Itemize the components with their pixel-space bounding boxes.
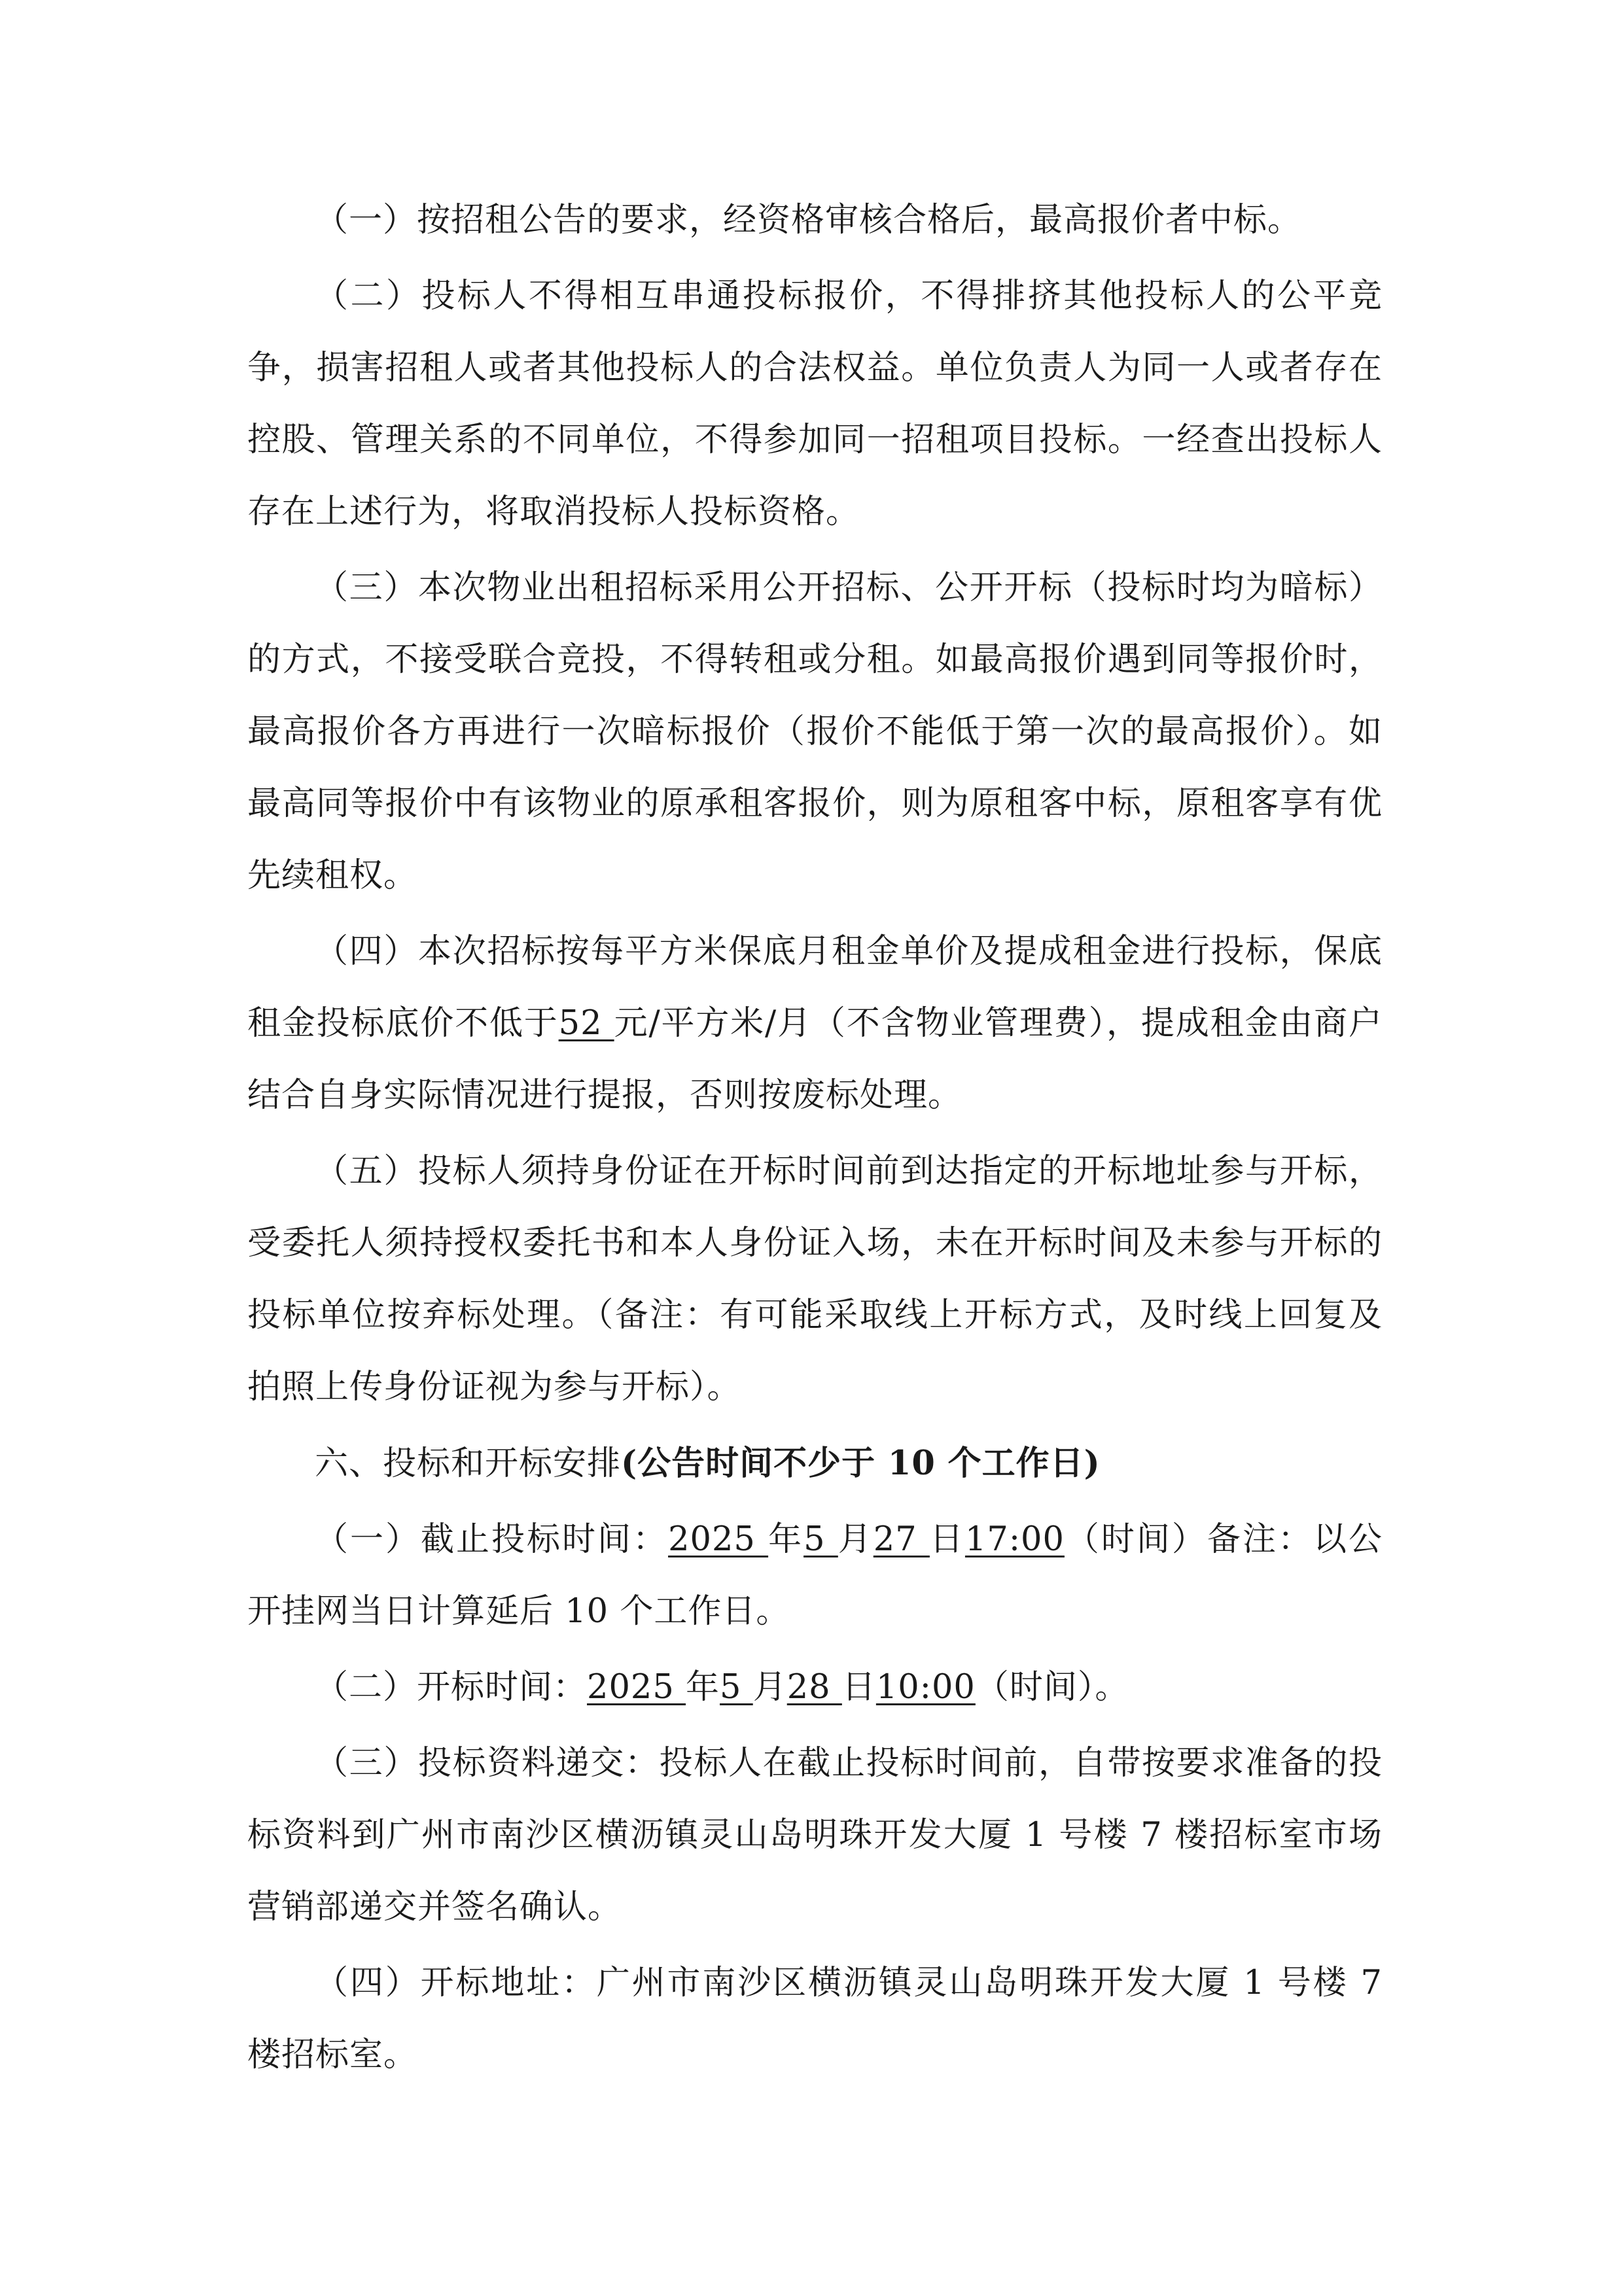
schedule-opening-address: （四）开标地址：广州市南沙区横沥镇灵山岛明珠开发大厦 1 号楼 7 楼招标室。: [247, 1964, 1383, 2074]
deadline-month: 5: [803, 1520, 838, 1559]
deadline-suffix: （时间）备注：以公开挂网当日计算延后 10 个工作日。: [247, 1520, 1383, 1631]
deadline-month-unit: 月: [838, 1520, 874, 1559]
min-rent-price: 52: [558, 1004, 614, 1043]
opening-day: 28: [786, 1668, 842, 1707]
deadline-year: 2025: [668, 1520, 769, 1559]
rent-text-after: 元/平方米/月（不含物业管理费），提成租金由商户结合自身实际情况进行提报，否则按废标处理。: [247, 1004, 1383, 1115]
section-heading: [247, 1427, 1383, 1500]
opening-suffix: （时间）。: [975, 1668, 1129, 1707]
opening-year-unit: 年: [686, 1668, 720, 1707]
clause-no-collusion: （二）投标人不得相互串通投标报价，不得排挤其他投标人的公平竞争，损害招租人或者其他投标人的合法权益。单位负责人为同一人或者存在控股、管理关系的不同单位，不得参加同一招租项目投标。一经查出投标人存在上述行为，将取消投标人投标资格。: [247, 277, 1383, 531]
clause-bidding-method: （三）本次物业出租招标采用公开招标、公开开标（投标时均为暗标）的方式，不接受联合竞投，不得转租或分租。如最高报价遇到同等报价时，最高报价各方再进行一次暗标报价（报价不能低于第一次的最高报价）。如最高同等报价中有该物业的原承租客报价，则为原租客中标，原租客享有优先续租权。: [247, 568, 1383, 895]
opening-prefix: （二）开标时间：: [315, 1668, 588, 1707]
clause-rent-pricing: [247, 916, 1383, 1132]
document-body: [247, 184, 1383, 2095]
schedule-opening-time: [247, 1652, 1383, 1724]
opening-time: 10:00: [875, 1668, 976, 1707]
deadline-prefix: （一）截止投标时间：: [315, 1520, 669, 1559]
clause-winning-rule: （一）按招租公告的要求，经资格审核合格后，最高报价者中标。: [315, 201, 1302, 239]
deadline-time: 17:00: [964, 1520, 1065, 1559]
clause-attendance: （五）投标人须持身份证在开标时间前到达指定的开标地址参与开标，受委托人须持授权委托书和本人身份证入场，未在开标时间及未参与开标的投标单位按弃标处理。（备注：有可能采取线上开标方式，及时线上回复及拍照上传身份证视为参与开标）。: [247, 1152, 1383, 1406]
deadline-day-unit: 日: [929, 1520, 965, 1559]
section-heading-note: (公告时间不少于 10 个工作日): [621, 1444, 1101, 1483]
rent-text-before: （四）本次招标按每平方米保底月租金单价及提成租金进行投标，保底租金投标底价不低于: [247, 932, 1383, 1043]
opening-month: 5: [720, 1668, 753, 1707]
schedule-submission: （三）投标资料递交：投标人在截止投标时间前，自带按要求准备的投标资料到广州市南沙区横沥镇灵山岛明珠开发大厦 1 号楼 7 楼招标室市场营销部递交并签名确认。: [247, 1744, 1383, 1926]
deadline-year-unit: 年: [768, 1520, 804, 1559]
section-heading-title: 六、投标和开标安排: [315, 1444, 622, 1483]
deadline-day: 27: [873, 1520, 930, 1559]
opening-month-unit: 月: [752, 1668, 787, 1707]
opening-day-unit: 日: [841, 1668, 876, 1707]
opening-year: 2025: [587, 1668, 686, 1707]
schedule-deadline: [247, 1504, 1383, 1648]
